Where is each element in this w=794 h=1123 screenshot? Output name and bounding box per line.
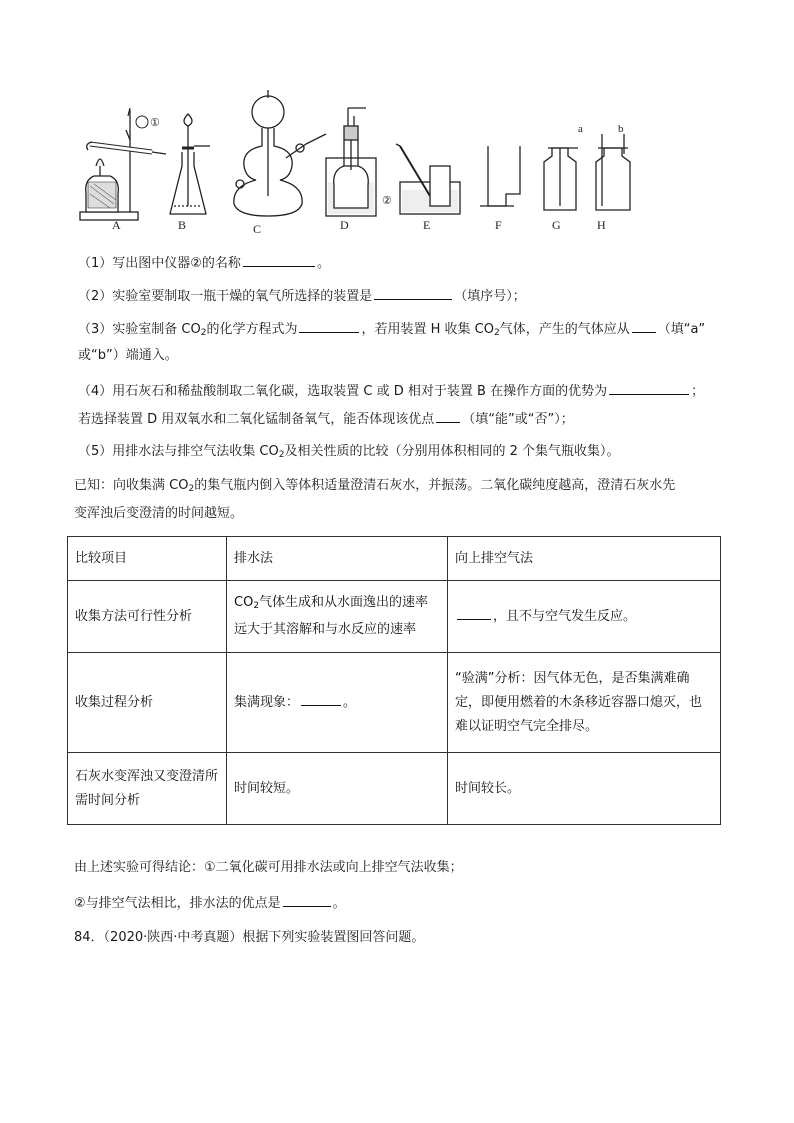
table-cell-item: 收集方法可行性分析: [68, 581, 227, 653]
question-3: （3）实验室制备 $CO_2$的化学方程式为 ，若用装置 H 收集 $CO_2$气体，产生的气体应从 （填“a”: [78, 318, 705, 343]
table-cell-item: 石灰水变浑浊又变澄清所需时间分析: [68, 753, 227, 825]
answer-blank[interactable]: [283, 892, 331, 907]
comparison-table: [67, 536, 721, 825]
question-84: 84．（2020·陕西·中考真题）根据下列实验装置图回答问题。: [74, 930, 425, 945]
port-a-label: a: [578, 123, 583, 135]
figure-label-c: C: [253, 222, 262, 236]
table-cell-water: 时间较短。: [227, 753, 448, 825]
apparatus-b: [170, 114, 210, 214]
figure-label-f: F: [495, 218, 502, 232]
table-row: [68, 753, 721, 825]
known-info: 已知：向收集满 $CO_2$的集气瓶内倒入等体积适量澄清石灰水，并振荡。二氧化碳纯度越高，澄清石灰水先: [74, 478, 676, 494]
question-5: （5）用排水法与排空气法收集 $CO_2$及相关性质的比较（分别用体积相同的 2 个集气瓶收集）。: [78, 444, 620, 460]
question-3-line-2: 或“b”）端通入。: [78, 348, 178, 363]
table-cell-water: $CO_2$气体生成和从水面逸出的速率 远大于其溶解和与水反应的速率: [227, 581, 448, 653]
table-row: [68, 653, 721, 753]
table-cell-item: 收集过程分析: [68, 653, 227, 753]
answer-blank[interactable]: [299, 318, 359, 333]
answer-blank[interactable]: [301, 691, 341, 706]
apparatus-f: [480, 146, 520, 206]
table-header-row: [68, 537, 721, 581]
apparatus-figure: [70, 86, 650, 236]
answer-blank[interactable]: [457, 605, 491, 620]
figure-label-h: H: [597, 218, 606, 232]
figure-label-b: B: [178, 218, 187, 232]
marker-1: ①: [150, 117, 160, 129]
apparatus-h: [596, 134, 630, 210]
answer-blank[interactable]: [374, 285, 452, 300]
known-info-line-2: 变浑浊后变澄清的时间越短。: [74, 506, 244, 521]
table-cell-air: “验满”分析：因气体无色，是否集满难确定，即便用燃着的木条移近容器口熄灭，也难以证明空气完全排尽。: [448, 653, 721, 753]
table-header: 排水法: [227, 537, 448, 581]
answer-blank[interactable]: [243, 252, 315, 267]
marker-2: ②: [382, 195, 392, 207]
apparatus-g: [544, 148, 578, 210]
apparatus-e: [396, 144, 460, 214]
table-cell-water: 集满现象： 。: [227, 653, 448, 753]
answer-blank[interactable]: [609, 380, 689, 395]
answer-blank[interactable]: [632, 318, 656, 333]
figure-label-a: A: [112, 218, 121, 232]
conclusion-line-1: 由上述实验可得结论：①二氧化碳可用排水法或向上排空气法收集；: [74, 860, 463, 875]
figure-label-e: E: [423, 218, 431, 232]
table-row: [68, 581, 721, 653]
question-4: （4）用石灰石和稀盐酸制取二氧化碳，选取装置 C 或 D 相对于装置 B 在操作方面的优势为 ；: [78, 380, 704, 402]
table-cell-air: ，且不与空气发生反应。: [448, 581, 721, 653]
figure-label-g: G: [552, 218, 561, 232]
conclusion-line-2: ②与排空气法相比，排水法的优点是 。: [74, 892, 346, 914]
figure-label-d: D: [340, 218, 349, 232]
question-2: （2）实验室要制取一瓶干燥的氧气所选择的装置是 （填序号）；: [78, 285, 526, 307]
apparatus-c: [234, 90, 326, 216]
port-b-label: b: [618, 123, 624, 135]
answer-blank[interactable]: [436, 408, 460, 423]
table-header: 向上排空气法: [448, 537, 721, 581]
question-4-line-2: 若选择装置 D 用双氧水和二氧化锰制备氧气，能否体现该优点 （填“能”或“否”）；: [78, 408, 574, 430]
table-header: 比较项目: [68, 537, 227, 581]
table-cell-air: 时间较长。: [448, 753, 721, 825]
apparatus-d: [326, 108, 376, 216]
question-1: （1）写出图中仪器②的名称 。: [78, 252, 330, 274]
